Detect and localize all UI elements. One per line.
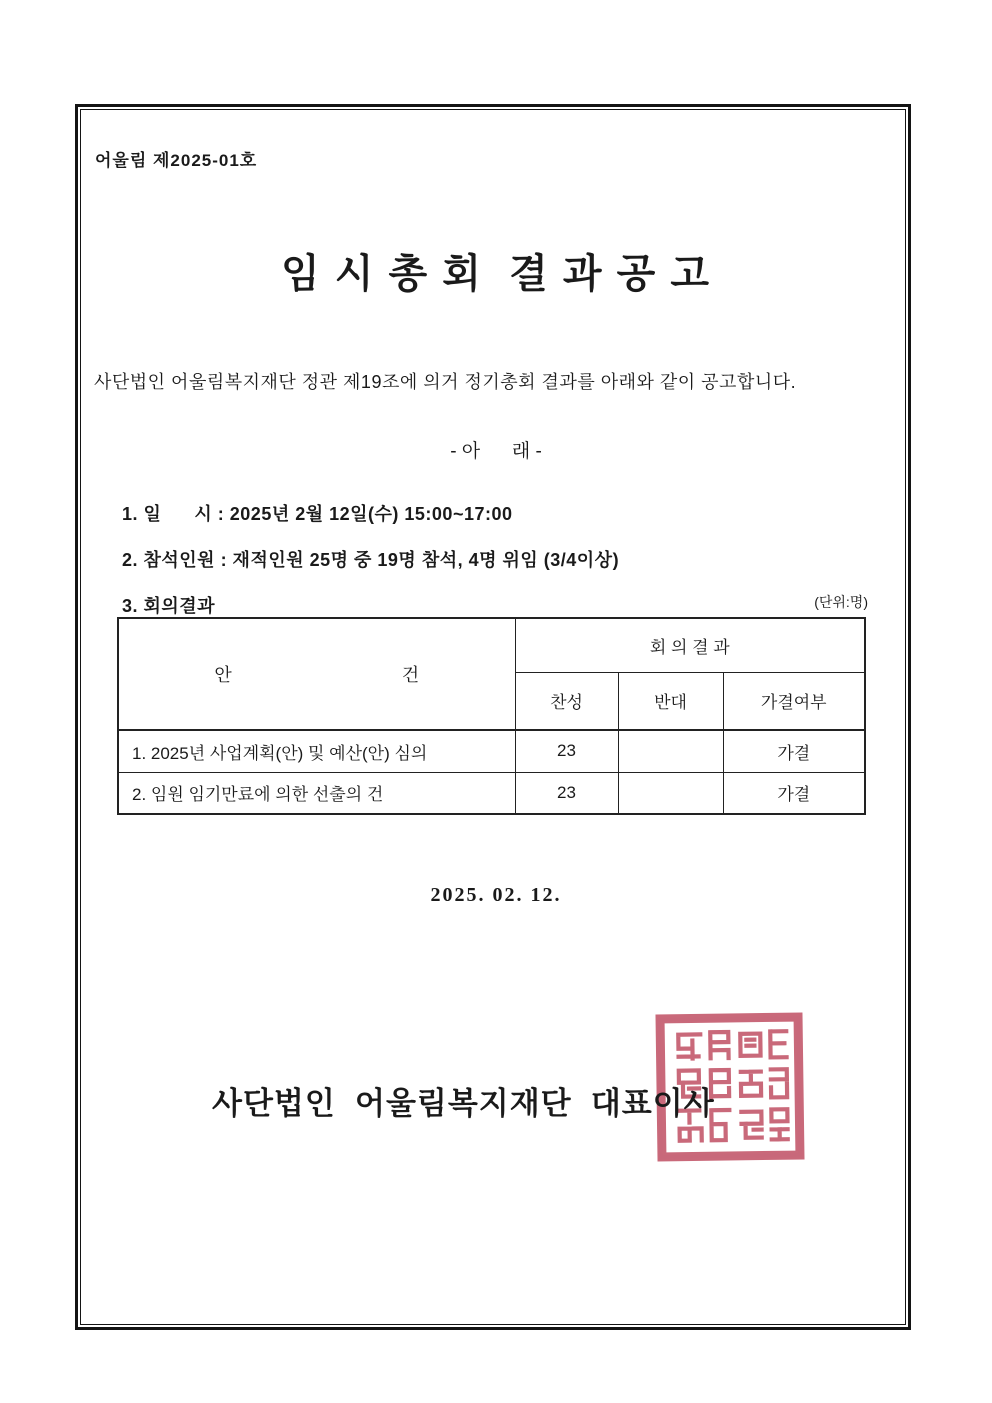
table-row <box>118 772 865 814</box>
cell-approve-2: 23 <box>515 772 618 814</box>
cell-oppose-1 <box>618 730 723 772</box>
page-title: 임 시 총 회 결 과 공 고 <box>280 252 712 296</box>
col-header-oppose: 반대 <box>618 672 723 730</box>
unit-note: (단위:명) <box>814 594 868 610</box>
col-header-approve: 찬성 <box>515 672 618 730</box>
cell-agenda-2: 2. 임원 임기만료에 의한 선출의 건 <box>118 772 515 814</box>
col-header-passed: 가결여부 <box>723 672 865 730</box>
cell-result-2: 가결 <box>723 772 865 814</box>
col-header-agenda-left: 안 <box>214 665 232 685</box>
list-item-results: 3. 회의결과 <box>122 596 216 616</box>
table-row <box>118 730 865 772</box>
cell-agenda-1: 1. 2025년 사업계획(안) 및 예산(안) 심의 <box>118 730 515 772</box>
signature-line: 사단법인 어울림복지재단 대표이사 <box>212 1086 715 1121</box>
doc-number: 어울림 제2025-01호 <box>95 151 258 170</box>
below-divider: - 아 래 - <box>450 441 542 462</box>
col-header-result-group: 회 의 결 과 <box>515 618 865 672</box>
document-date: 2025. 02. 12. <box>430 884 562 906</box>
list-item-datetime: 1. 일 시 : 2025년 2월 12일(수) 15:00~17:00 <box>122 504 513 524</box>
col-header-agenda-right: 건 <box>401 665 420 685</box>
cell-oppose-2 <box>618 772 723 814</box>
list-item-attendance: 2. 참석인원 : 재적인원 25명 중 19명 참석, 4명 위임 (3/4이상) <box>122 550 620 570</box>
intro-paragraph: 사단법인 어울림복지재단 정관 제19조에 의거 정기총회 결과를 아래와 같이 공고합니다. <box>94 372 797 392</box>
col-header-agenda <box>118 618 515 730</box>
meeting-result-table <box>117 617 866 815</box>
cell-result-1: 가결 <box>723 730 865 772</box>
cell-approve-1: 23 <box>515 730 618 772</box>
